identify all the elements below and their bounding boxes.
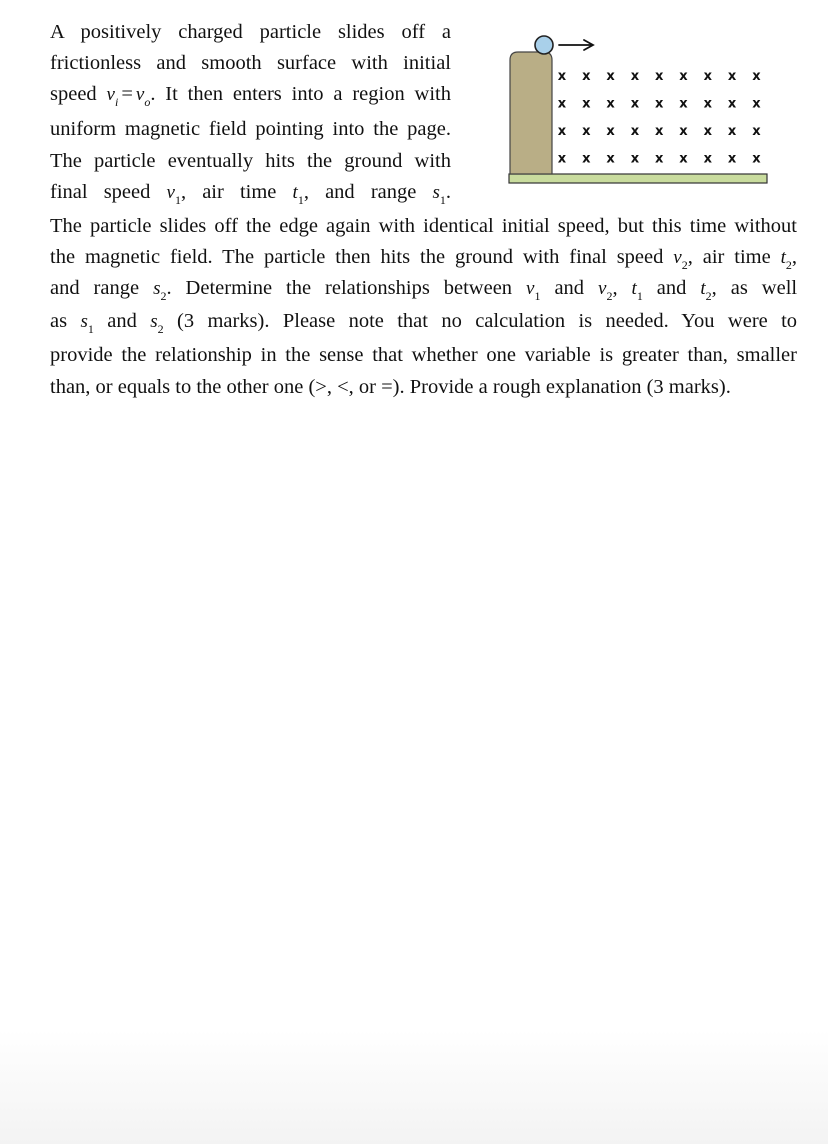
field-into-page-marker: x <box>752 96 761 112</box>
velocity-arrow-icon <box>559 40 593 50</box>
field-into-page-marker: x <box>703 69 712 84</box>
problem-line-7: The particle slides off the edge again with identical initial speed, but this time without <box>50 215 797 237</box>
diagram-canvas <box>504 32 774 188</box>
field-into-page-marker: x <box>606 69 615 84</box>
page-bottom-shadow <box>0 1030 828 1144</box>
field-into-page-marker: x <box>703 151 712 167</box>
field-into-page-marker: x <box>727 69 737 84</box>
problem-line-10: as $s_1$ and $s_2$ (3 marks). Please note that no calculation is needed. You were to <box>50 310 798 336</box>
field-into-page-marker: x <box>703 124 712 139</box>
field-into-page-marker: x <box>606 151 615 167</box>
field-into-page-marker: x <box>557 151 567 167</box>
charged-particle <box>535 36 553 54</box>
problem-line-4: uniform magnetic field pointing into the page. <box>50 118 451 140</box>
field-into-page-marker: x <box>703 96 712 112</box>
field-into-page-marker: x <box>752 124 761 139</box>
field-into-page-marker: x <box>582 124 591 139</box>
field-into-page-marker: x <box>752 69 761 84</box>
field-into-page-marker: x <box>582 69 591 84</box>
field-into-page-marker: x <box>630 151 640 167</box>
field-into-page-marker: x <box>557 124 567 139</box>
problem-line-2: frictionless and smooth surface with initial <box>50 52 451 74</box>
field-into-page-marker: x <box>630 69 640 84</box>
problem-line-1: A positively charged particle slides off a <box>50 21 451 43</box>
problem-line-5: The particle eventually hits the ground with <box>50 150 451 172</box>
field-into-page-marker: x <box>752 151 761 167</box>
field-into-page-marker: x <box>679 124 688 139</box>
problem-line-11: provide the relationship in the sense that whether one variable is greater than, smaller <box>50 344 797 366</box>
problem-line-12: than, or equals to the other one (>, <, or =). Provide a rough explanation (3 marks). <box>50 376 731 398</box>
field-into-page-marker: x <box>630 124 640 139</box>
field-into-page-marker: x <box>655 151 664 167</box>
physics-diagram <box>504 32 774 188</box>
field-into-page-marker: x <box>727 151 737 167</box>
problem-line-6: final speed $v_1$, air time $t_1$, and range $s_1$. <box>50 181 452 207</box>
field-into-page-marker: x <box>557 96 567 112</box>
problem-line-3: speed $v_i = v_o$. It then enters into a region with <box>50 83 451 109</box>
field-into-page-marker: x <box>606 124 615 139</box>
field-into-page-marker: x <box>655 124 664 139</box>
ground-surface <box>509 174 767 183</box>
magnetic-field-region <box>558 69 761 167</box>
field-into-page-marker: x <box>655 69 664 84</box>
field-into-page-marker: x <box>655 96 664 112</box>
elevated-post <box>510 52 552 174</box>
field-into-page-marker: x <box>630 96 640 112</box>
field-into-page-marker: x <box>679 69 688 84</box>
field-into-page-marker: x <box>727 124 737 139</box>
field-into-page-marker: x <box>727 96 737 112</box>
field-into-page-marker: x <box>582 151 591 167</box>
problem-line-8: the magnetic field. The particle then hits the ground with final speed $v_2$, air time $t_2$, <box>50 246 798 272</box>
problem-line-9: and range $s_2$. Determine the relationships between $v_1$ and $v_2$, $t_1$ and $t_2$, as well <box>50 277 798 303</box>
field-into-page-marker: x <box>679 151 688 167</box>
field-into-page-marker: x <box>557 69 567 84</box>
field-into-page-marker: x <box>606 96 615 112</box>
field-into-page-marker: x <box>582 96 591 112</box>
field-into-page-marker: x <box>679 96 688 112</box>
